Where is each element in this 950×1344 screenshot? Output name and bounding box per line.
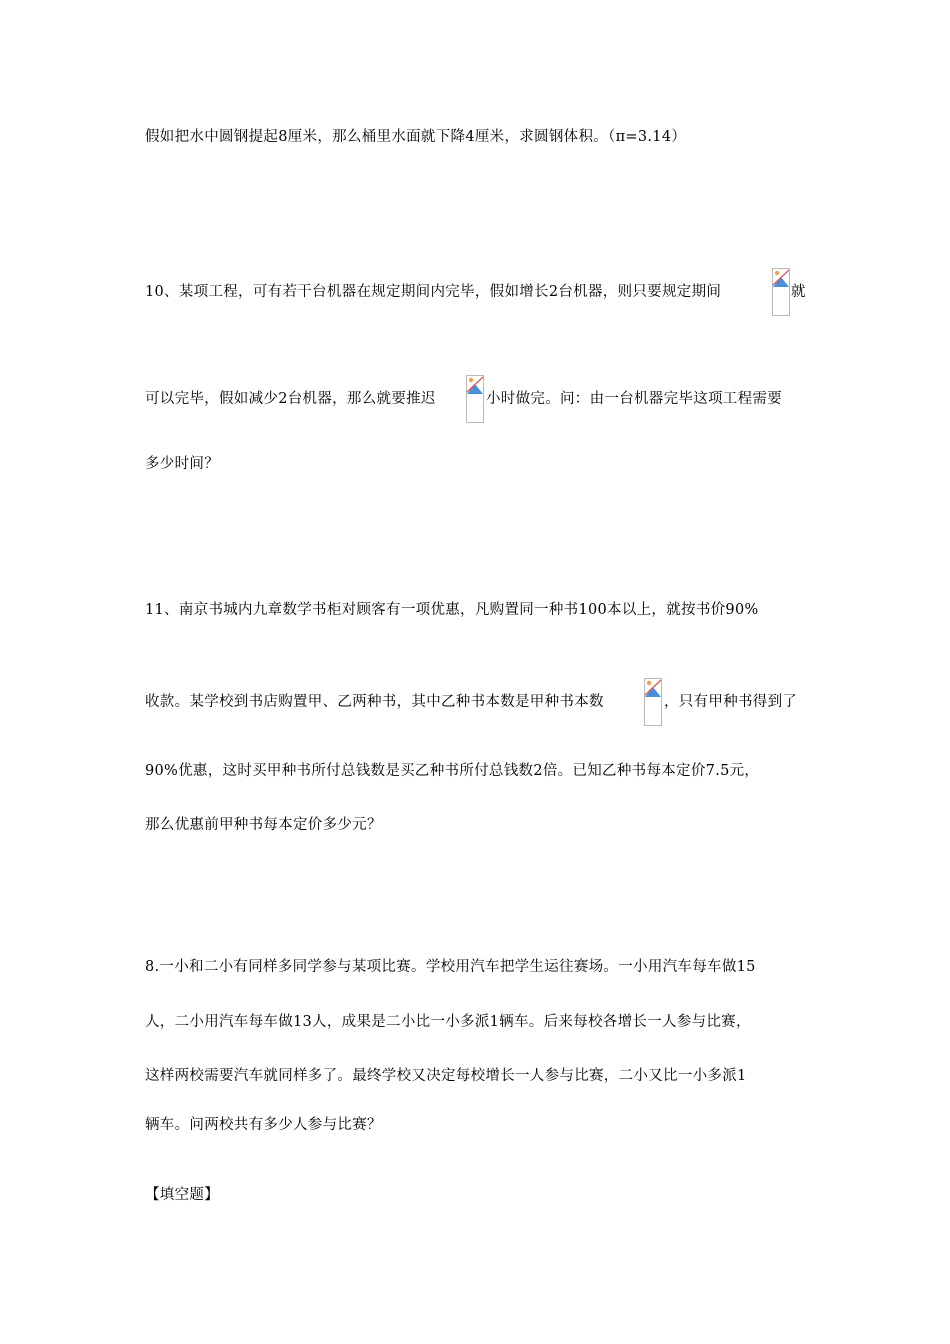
broken-image-icon bbox=[773, 269, 789, 289]
problem-8-line-3: 这样两校需要汽车就同样多了。最终学校又决定每校增长一人参与比赛，二小又比一小多派1 bbox=[145, 1068, 747, 1084]
problem-11-line-2a: 收款。某学校到书店购置甲、乙两种书，其中乙种书本数是甲种书本数 bbox=[145, 694, 604, 710]
formula-image-placeholder bbox=[772, 268, 790, 316]
broken-image-icon bbox=[645, 679, 661, 699]
formula-image-placeholder bbox=[466, 375, 484, 423]
problem-8-line-1: 8.一小和二小有同样多同学参与某项比赛。学校用汽车把学生运往赛场。一小用汽车每车做15 bbox=[145, 959, 756, 975]
problem-10-line-3: 多少时间？ bbox=[145, 456, 219, 472]
problem-10-line-1 bbox=[145, 282, 721, 302]
problem-9-continuation: 假如把水中圆钢提起8厘米，那么桶里水面就下降4厘米，求圆钢体积。（π=3.14） bbox=[145, 129, 687, 145]
problem-11-line-4: 那么优惠前甲种书每本定价多少元？ bbox=[145, 817, 382, 833]
problem-10-line-2a: 可以完毕，假如减少2台机器，那么就要推迟 bbox=[145, 391, 436, 407]
broken-image-icon bbox=[467, 376, 483, 396]
problem-11-line-1: 11、南京书城内九章数学书柜对顾客有一项优惠，凡购置同一种书100本以上，就按书价90% bbox=[145, 602, 759, 618]
problem-10-line-2b: 小时做完。问：由一台机器完毕这项工程需要 bbox=[486, 391, 782, 407]
formula-image-placeholder bbox=[644, 678, 662, 726]
problem-8-line-2: 人，二小用汽车每车做13人，成果是二小比一小多派1辆车。后来每校各增长一人参与比赛， bbox=[145, 1014, 751, 1030]
problem-10-text-a: 10、某项工程，可有若干台机器在规定期间内完毕，假如增长2台机器，则只要规定期间 bbox=[145, 284, 722, 300]
problem-11-line-3: 90%优惠，这时买甲种书所付总钱数是买乙种书所付总钱数2倍。已知乙种书每本定价7.5元， bbox=[145, 763, 760, 779]
problem-8-line-4: 辆车。问两校共有多少人参与比赛？ bbox=[145, 1117, 382, 1133]
problem-10-text-b: 就 bbox=[791, 284, 806, 300]
section-heading-fill-in: 【填空题】 bbox=[145, 1187, 219, 1203]
problem-11-line-2b: ，只有甲种书得到了 bbox=[664, 694, 798, 710]
